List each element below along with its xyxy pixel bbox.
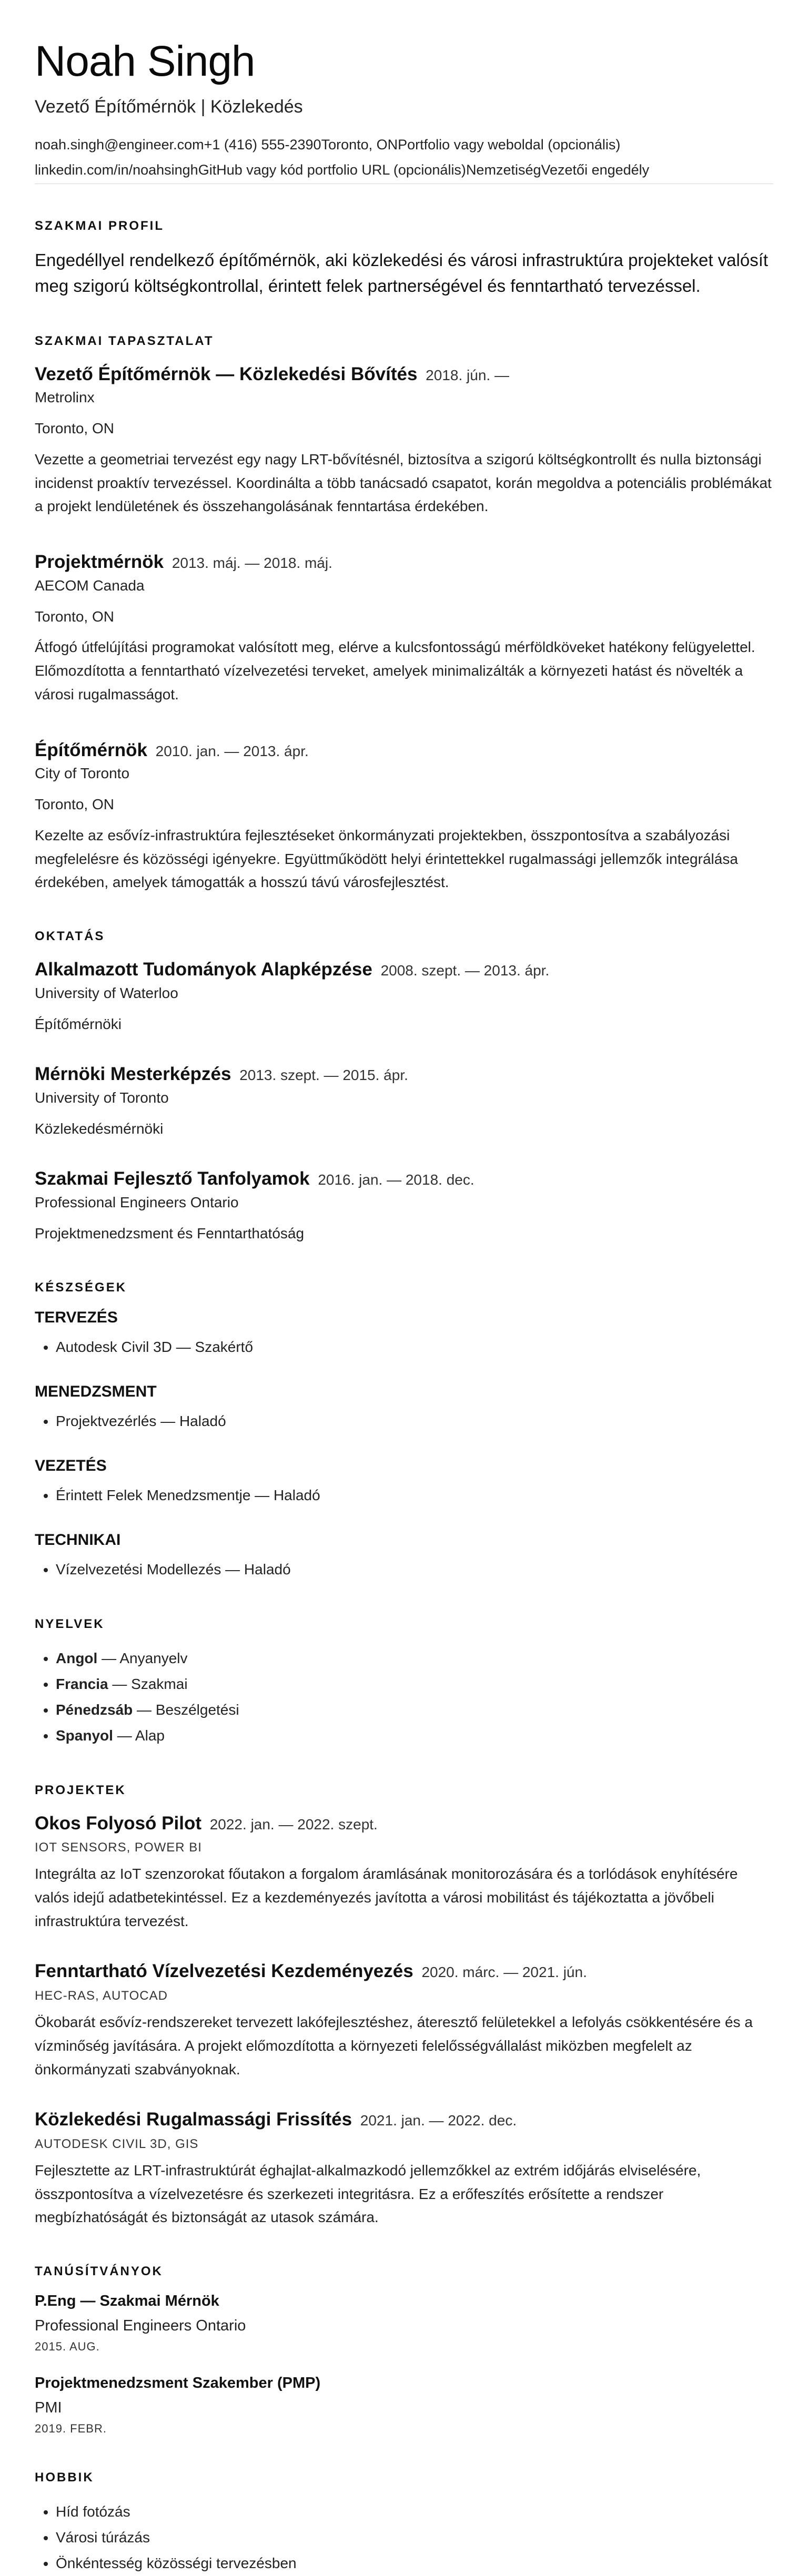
job-location: Toronto, ON <box>35 608 114 625</box>
education-entry <box>35 1167 773 1245</box>
contact-row-secondary <box>35 160 773 184</box>
language-list <box>35 1645 773 1748</box>
language-item <box>56 1723 773 1748</box>
degree-title: Alkalmazott Tudományok Alapképzése <box>35 959 372 980</box>
skill-group <box>35 1531 773 1582</box>
skill-group <box>35 1309 773 1360</box>
degree-dates: 2013. szept. — 2015. ápr. <box>239 1067 408 1084</box>
job-description: Kezelte az esővíz-infrastruktúra fejlesztéseket önkormányzati projektekben, összpontosítva a szabályozási megfelelésre és közösségi igényekre. Együttműködött helyi érintettekkel rugalmassági jellemzők integrálása érdekében, amelyek támogatták a hosszú távú városfejlesztést. <box>35 827 738 891</box>
skill-category: VEZETÉS <box>35 1457 107 1474</box>
degree-dates: 2008. szept. — 2013. ápr. <box>380 962 550 979</box>
language-item <box>56 1671 773 1697</box>
skill-list <box>35 1408 773 1434</box>
certifications-section <box>35 2264 773 2436</box>
job-title: Projektmérnök <box>35 552 164 573</box>
project-dates: 2020. márc. — 2021. jún. <box>421 1964 587 1981</box>
skill-group <box>35 1383 773 1434</box>
project-description: Ökobarát esővíz-rendszereket tervezett lakófejlesztéshez, áteresztő felületekkel a lefolyás csökkentésére és a vízminőség javítására. A projekt előmozdította a környezeti felelősségvállalást miközben megfelelt az önkormányzati szabványoknak. <box>35 2013 753 2078</box>
contact-linkedin-github[interactable]: linkedin.com/in/noahsinghGitHub vagy kód portfolio URL (opcionális) <box>35 161 466 178</box>
job-company: City of Toronto <box>35 765 130 782</box>
language-item <box>56 1697 773 1723</box>
profile-section <box>35 219 773 299</box>
contact-row-primary <box>35 135 773 155</box>
section-title: KÉSZSÉGEK <box>35 1280 127 1295</box>
contact-email[interactable]: noah.singh@engineer.com <box>35 137 204 153</box>
projects-section <box>35 1783 773 2230</box>
experience-entry <box>35 362 773 518</box>
job-location: Toronto, ON <box>35 796 114 813</box>
certification-date: 2019. FEBR. <box>35 2422 107 2436</box>
job-title: Vezető Építőmérnök — Közlekedési Bővítés <box>35 363 418 384</box>
languages-section <box>35 1617 773 1748</box>
contact-driving-license: Vezetői engedély <box>541 161 650 178</box>
hobby-item: • Önkéntesség közösségi tervezésben <box>56 2550 773 2576</box>
contact-nationality: Nemzetiség <box>466 161 541 178</box>
hobbies-section <box>35 2470 773 2576</box>
school-name: Professional Engineers Ontario <box>35 1194 239 1210</box>
field-of-study: Építőmérnöki <box>35 1015 122 1032</box>
contact-location: Toronto, ON <box>321 137 398 153</box>
hobby-item: • Híd fotózás <box>56 2499 773 2524</box>
project-title: Fenntartható Vízelvezetési Kezdeményezés <box>35 1961 413 1982</box>
language-name: Francia <box>56 1675 108 1692</box>
degree-title: Mérnöki Mesterképzés <box>35 1064 231 1085</box>
project-dates: 2021. jan. — 2022. dec. <box>360 2112 517 2129</box>
resume-header <box>35 38 773 184</box>
certification-entry <box>35 2375 773 2436</box>
project-title: Közlekedési Rugalmassági Frissítés <box>35 2109 352 2130</box>
project-entry <box>35 2107 773 2229</box>
candidate-headline: Vezető Építőmérnök | Közlekedés <box>35 97 303 117</box>
skill-list <box>35 1482 773 1508</box>
project-entry <box>35 1811 773 1933</box>
job-company: AECOM Canada <box>35 577 145 594</box>
skill-list <box>35 1556 773 1582</box>
certification-entry <box>35 2293 773 2354</box>
section-title: SZAKMAI PROFIL <box>35 218 164 233</box>
certification-issuer: PMI <box>35 2399 62 2417</box>
school-name: University of Toronto <box>35 1089 169 1106</box>
project-tech: IOT SENSORS, POWER BI <box>35 1840 202 1855</box>
project-description: Integrálta az IoT szenzorokat főutakon a forgalom áramlásának monitorozására és a torlódások enyhítésére valós idejű adatbetekintéssel. Ez a kezdeményezés javította a városi mobilitást és tájékoztatta a jövőbeli infrastruktúra tervezést. <box>35 1866 738 1929</box>
candidate-name: Noah Singh <box>35 37 255 85</box>
school-name: University of Waterloo <box>35 984 178 1001</box>
certification-issuer: Professional Engineers Ontario <box>35 2317 246 2335</box>
profile-summary: Engedéllyel rendelkező építőmérnök, aki közlekedési és városi infrastruktúra projekteket valósít meg szigorú költségkontrollal, érintett felek partnerségével és fenntartható tervezéssel. <box>35 250 769 296</box>
project-tech: AUTODESK CIVIL 3D, GIS <box>35 2136 199 2151</box>
skill-item: • Vízelvezetési Modellezés — Haladó <box>56 1556 773 1582</box>
skill-list <box>35 1334 773 1360</box>
skill-item: • Projektvezérlés — Haladó <box>56 1408 773 1434</box>
language-name: Spanyol <box>56 1727 113 1744</box>
language-level: — Alap <box>113 1727 165 1744</box>
language-level: — Szakmai <box>108 1675 188 1692</box>
skills-section <box>35 1280 773 1582</box>
certification-title: Projektmenedzsment Szakember (PMP) <box>35 2375 321 2392</box>
job-location: Toronto, ON <box>35 420 114 437</box>
language-level: — Beszélgetési <box>133 1701 239 1718</box>
project-title: Okos Folyosó Pilot <box>35 1813 201 1834</box>
contact-portfolio[interactable]: Portfolio vagy weboldal (opcionális) <box>398 137 621 153</box>
education-section <box>35 929 773 1245</box>
field-of-study: Közlekedésmérnöki <box>35 1120 164 1137</box>
section-title: HOBBIK <box>35 2470 94 2485</box>
job-dates: 2018. jún. — <box>426 366 509 383</box>
skill-group <box>35 1457 773 1508</box>
section-title: TANÚSÍTVÁNYOK <box>35 2264 163 2279</box>
section-title: SZAKMAI TAPASZTALAT <box>35 333 214 348</box>
job-dates: 2010. jan. — 2013. ápr. <box>155 742 309 759</box>
section-title: OKTATÁS <box>35 929 105 944</box>
section-title: NYELVEK <box>35 1616 105 1631</box>
education-entry <box>35 958 773 1036</box>
job-title: Építőmérnök <box>35 739 147 760</box>
certification-date: 2015. AUG. <box>35 2340 100 2354</box>
skill-category: TECHNIKAI <box>35 1531 121 1549</box>
job-description: Átfogó útfelújítási programokat valósított meg, elérve a kulcsfontosságú mérföldköveket hatékony felügyelettel. Előmozdította a fenntartható vízelvezetési terveket, amelyek minimalizálták a környezeti hatást és növelték a városi rugalmasságot. <box>35 639 755 702</box>
experience-section <box>35 334 773 894</box>
language-name: Pénedzsáb <box>56 1701 133 1718</box>
hobby-list <box>35 2499 773 2576</box>
skill-item: • Autodesk Civil 3D — Szakértő <box>56 1334 773 1360</box>
skill-category: TERVEZÉS <box>35 1308 118 1326</box>
skill-item: • Érintett Felek Menedzsmentje — Haladó <box>56 1482 773 1508</box>
contact-phone[interactable]: +1 (416) 555-2390 <box>204 137 321 153</box>
language-level: — Anyanyelv <box>97 1650 188 1666</box>
degree-title: Szakmai Fejlesztő Tanfolyamok <box>35 1168 310 1189</box>
field-of-study: Projektmenedzsment és Fenntarthatóság <box>35 1225 305 1241</box>
language-item <box>56 1645 773 1671</box>
language-name: Angol <box>56 1650 98 1666</box>
hobby-item: • Városi túrázás <box>56 2524 773 2550</box>
section-title: PROJEKTEK <box>35 1783 126 1797</box>
job-description: Vezette a geometriai tervezést egy nagy LRT-bővítésnél, biztosítva a szigorú költségkontrollt és nulla biztonsági incidenst proaktív tervezéssel. Koordinálta a több tanácsadó csapatot, korán megoldva a potenciális problémákat a projekt lendületének és összehangolásának fenntartása érdekében. <box>35 451 772 515</box>
certification-title: P.Eng — Szakmai Mérnök <box>35 2293 219 2310</box>
project-description: Fejlesztette az LRT-infrastruktúrát éghajlat-alkalmazkodó jellemzőkkel az extrém időjárás elviselésére, összpontosítva a vízelvezetésre és szerkezeti integritásra. Ez a erőfeszítés erősítette a rendszer megbízhatóságát és biztonságát az utasok számára. <box>35 2162 701 2226</box>
degree-dates: 2016. jan. — 2018. dec. <box>318 1172 474 1188</box>
job-company: Metrolinx <box>35 389 95 406</box>
experience-entry <box>35 550 773 706</box>
job-dates: 2013. máj. — 2018. máj. <box>171 555 332 572</box>
skill-category: MENEDZSMENT <box>35 1382 157 1400</box>
project-entry <box>35 1959 773 2081</box>
experience-entry <box>35 738 773 894</box>
project-tech: HEC-RAS, AUTOCAD <box>35 1988 168 2003</box>
education-entry <box>35 1062 773 1141</box>
project-dates: 2022. jan. — 2022. szept. <box>209 1816 378 1832</box>
